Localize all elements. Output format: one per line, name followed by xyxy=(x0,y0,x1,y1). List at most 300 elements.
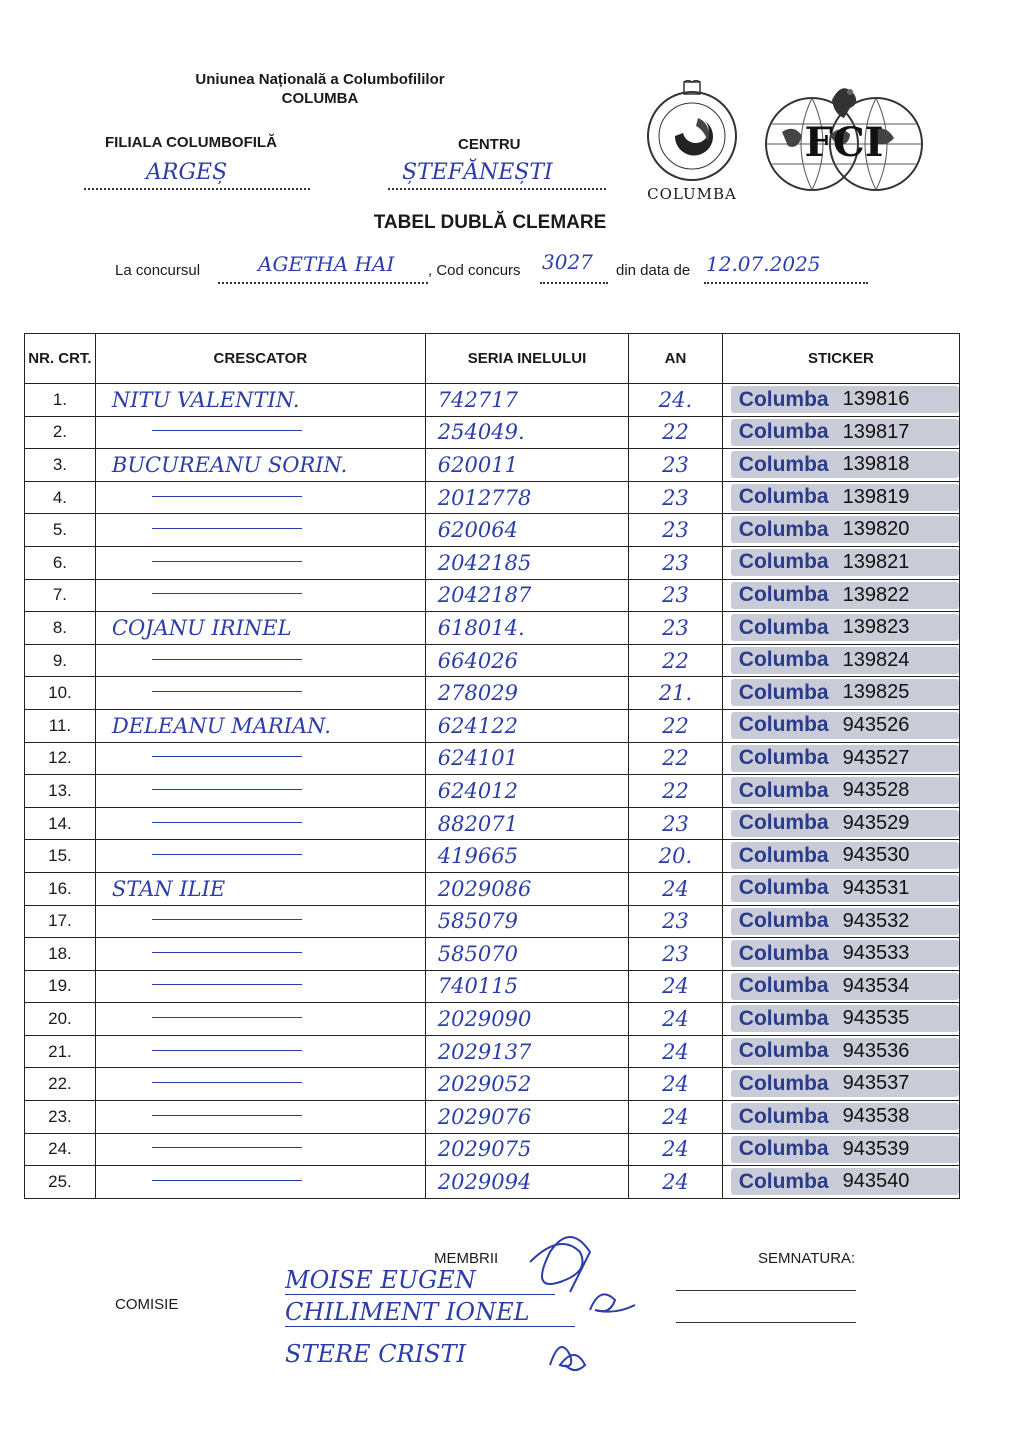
sticker-number: 943535 xyxy=(842,1007,910,1030)
sticker-number: 943531 xyxy=(842,876,910,899)
crescator-cell xyxy=(95,677,425,710)
sticker-number: 943538 xyxy=(842,1105,910,1128)
seria-cell xyxy=(425,807,628,840)
table-row xyxy=(25,449,960,482)
sticker-label xyxy=(731,712,959,739)
centru-value: ȘTEFĂNEȘTI xyxy=(402,160,553,185)
an-cell xyxy=(629,1003,723,1036)
sticker-label xyxy=(731,614,959,641)
nr-cell: 20. xyxy=(25,1003,96,1036)
organization-name xyxy=(150,70,490,108)
table-row xyxy=(25,546,960,579)
sticker-label xyxy=(731,745,959,772)
nr-cell: 21. xyxy=(25,1035,96,1068)
sticker-cell xyxy=(722,514,959,547)
sticker-cell xyxy=(722,905,959,938)
sticker-number: 139818 xyxy=(842,453,910,476)
sticker-brand: Columba xyxy=(738,583,829,607)
sticker-brand: Columba xyxy=(738,1104,829,1128)
sticker-number: 139823 xyxy=(842,616,910,639)
clemare-table xyxy=(24,333,960,1199)
columba-logo-icon xyxy=(640,80,744,184)
crescator-cell xyxy=(95,840,425,873)
seria-value: 2029094 xyxy=(437,1170,532,1195)
ditto-mark xyxy=(152,1180,302,1181)
an-cell xyxy=(629,481,723,514)
sticker-brand: Columba xyxy=(738,843,829,867)
table-row xyxy=(25,840,960,873)
sticker-number: 139822 xyxy=(842,583,910,606)
an-value: 24 xyxy=(662,1072,689,1097)
seria-cell xyxy=(425,579,628,612)
sticker-label xyxy=(731,1168,959,1195)
crescator-cell xyxy=(95,1003,425,1036)
seria-value: 2042187 xyxy=(437,583,532,608)
sticker-label xyxy=(731,973,959,1000)
an-value: 22 xyxy=(662,746,689,771)
seria-value: 624122 xyxy=(437,713,518,738)
sticker-number: 139816 xyxy=(842,388,910,410)
sticker-number: 943527 xyxy=(842,746,910,769)
table-row xyxy=(25,970,960,1003)
filiala-field xyxy=(84,160,310,190)
an-value: 23 xyxy=(662,583,689,608)
crescator-cell xyxy=(95,1166,425,1199)
nr-cell: 14. xyxy=(25,807,96,840)
seria-value: 624101 xyxy=(437,746,518,771)
seria-cell xyxy=(425,481,628,514)
crescator-cell xyxy=(95,1133,425,1166)
centru-label: CENTRU xyxy=(458,136,521,153)
comisie-label: COMISIE xyxy=(115,1296,179,1313)
ditto-mark xyxy=(152,1082,302,1083)
seria-cell xyxy=(425,709,628,742)
ditto-mark xyxy=(152,984,302,985)
sticker-brand: Columba xyxy=(738,517,829,541)
member-1: MOISE EUGEN xyxy=(285,1266,555,1295)
sticker-brand: Columba xyxy=(738,485,829,509)
ditto-mark xyxy=(152,528,302,529)
cod-value: 3027 xyxy=(542,250,593,274)
crescator-cell xyxy=(95,872,425,905)
seria-value: 618014. xyxy=(437,615,525,640)
sticker-brand: Columba xyxy=(738,746,829,770)
sticker-label xyxy=(731,451,959,478)
ditto-mark xyxy=(152,1115,302,1116)
ditto-mark xyxy=(152,1017,302,1018)
ditto-mark xyxy=(152,756,302,757)
table-row xyxy=(25,1133,960,1166)
nr-cell: 1. xyxy=(25,384,96,417)
sticker-cell xyxy=(722,677,959,710)
filiala-label: FILIALA COLUMBOFILĂ xyxy=(105,134,277,151)
crescator-name: STAN ILIE xyxy=(111,876,226,901)
sticker-label xyxy=(731,419,959,446)
an-cell xyxy=(629,970,723,1003)
sticker-cell xyxy=(722,449,959,482)
seria-cell xyxy=(425,872,628,905)
sticker-number: 943539 xyxy=(842,1137,910,1160)
sticker-cell xyxy=(722,1068,959,1101)
sticker-label xyxy=(731,875,959,902)
an-value: 24. xyxy=(658,387,693,412)
table-row xyxy=(25,872,960,905)
table-row xyxy=(25,612,960,645)
nr-cell: 2. xyxy=(25,416,96,449)
sticker-label xyxy=(731,940,959,967)
seria-value: 740115 xyxy=(437,974,518,999)
an-value: 23 xyxy=(662,909,689,934)
seria-cell xyxy=(425,384,628,417)
an-cell xyxy=(629,579,723,612)
crescator-cell xyxy=(95,514,425,547)
sticker-number: 943528 xyxy=(842,779,910,802)
table-row xyxy=(25,1035,960,1068)
table-row xyxy=(25,807,960,840)
an-value: 24 xyxy=(662,876,689,901)
table-row xyxy=(25,1166,960,1199)
sticker-number: 943534 xyxy=(842,974,910,997)
sticker-cell xyxy=(722,1003,959,1036)
sticker-cell xyxy=(722,775,959,808)
contest-field xyxy=(218,252,428,284)
ditto-mark xyxy=(152,822,302,823)
ditto-mark xyxy=(152,691,302,692)
sticker-brand: Columba xyxy=(738,778,829,802)
seria-cell xyxy=(425,612,628,645)
seria-cell xyxy=(425,416,628,449)
seria-value: 2029076 xyxy=(437,1104,532,1129)
ditto-mark xyxy=(152,919,302,920)
an-cell xyxy=(629,905,723,938)
seria-cell xyxy=(425,449,628,482)
an-cell xyxy=(629,644,723,677)
sticker-label xyxy=(731,908,959,935)
sticker-brand: Columba xyxy=(738,1006,829,1030)
sticker-brand: Columba xyxy=(738,1137,829,1161)
crescator-cell xyxy=(95,775,425,808)
contest-value: AGETHA HAI xyxy=(258,252,395,276)
table-row xyxy=(25,938,960,971)
seria-cell xyxy=(425,970,628,1003)
nr-cell: 18. xyxy=(25,938,96,971)
an-value: 23 xyxy=(662,811,689,836)
crescator-name: NITU VALENTIN. xyxy=(111,387,300,412)
nr-cell: 7. xyxy=(25,579,96,612)
nr-cell: 19. xyxy=(25,970,96,1003)
an-cell xyxy=(629,384,723,417)
seria-value: 2012778 xyxy=(437,485,532,510)
sticker-brand: Columba xyxy=(738,615,829,639)
table-row xyxy=(25,416,960,449)
signature-3-icon xyxy=(540,1330,600,1380)
sticker-label xyxy=(731,1103,959,1130)
an-cell xyxy=(629,807,723,840)
an-value: 22 xyxy=(662,420,689,445)
crescator-cell xyxy=(95,481,425,514)
sticker-cell xyxy=(722,742,959,775)
an-cell xyxy=(629,612,723,645)
seria-cell xyxy=(425,1166,628,1199)
ditto-mark xyxy=(152,659,302,660)
table-row xyxy=(25,514,960,547)
ditto-mark xyxy=(152,952,302,953)
an-cell xyxy=(629,1035,723,1068)
sticker-brand: Columba xyxy=(738,550,829,574)
table-row xyxy=(25,644,960,677)
signature-2-icon xyxy=(580,1280,640,1330)
an-cell xyxy=(629,742,723,775)
seria-value: 2029086 xyxy=(437,876,532,901)
an-cell xyxy=(629,1133,723,1166)
an-cell xyxy=(629,709,723,742)
data-label: din data de xyxy=(616,262,691,279)
nr-cell: 23. xyxy=(25,1101,96,1134)
sticker-label xyxy=(731,647,959,674)
nr-cell: 15. xyxy=(25,840,96,873)
header-sticker: STICKER xyxy=(722,334,959,384)
fci-logo-icon xyxy=(760,72,928,202)
sticker-cell xyxy=(722,1101,959,1134)
sticker-brand: Columba xyxy=(738,811,829,835)
sticker-cell xyxy=(722,938,959,971)
seria-value: 2029075 xyxy=(437,1137,532,1162)
header-crescator: CRESCATOR xyxy=(95,334,425,384)
an-cell xyxy=(629,872,723,905)
signature-line-1 xyxy=(676,1290,856,1291)
seria-cell xyxy=(425,938,628,971)
an-value: 24 xyxy=(662,1170,689,1195)
an-value: 24 xyxy=(662,1039,689,1064)
sticker-number: 943530 xyxy=(842,844,910,867)
membrii-label: MEMBRII xyxy=(434,1250,499,1267)
sticker-brand: Columba xyxy=(738,1039,829,1063)
page-title: TABEL DUBLĂ CLEMARE xyxy=(373,212,607,233)
sticker-number: 139825 xyxy=(842,681,910,704)
sticker-brand: Columba xyxy=(738,941,829,965)
seria-value: 664026 xyxy=(437,648,518,673)
seria-value: 419665 xyxy=(437,844,518,869)
an-value: 23 xyxy=(662,485,689,510)
seria-value: 2029137 xyxy=(437,1039,532,1064)
ditto-mark xyxy=(152,496,302,497)
table-header-row xyxy=(25,334,960,384)
an-cell xyxy=(629,449,723,482)
sticker-cell xyxy=(722,384,959,417)
header-an: AN xyxy=(629,334,723,384)
an-cell xyxy=(629,938,723,971)
sticker-label xyxy=(731,386,959,413)
crescator-cell xyxy=(95,709,425,742)
an-value: 23 xyxy=(662,518,689,543)
org-line-2: COLUMBA xyxy=(281,90,359,107)
seria-value: 2029052 xyxy=(437,1072,532,1097)
sticker-label xyxy=(731,484,959,511)
sticker-cell xyxy=(722,840,959,873)
seria-cell xyxy=(425,905,628,938)
an-value: 22 xyxy=(662,648,689,673)
seria-value: 2029090 xyxy=(437,1007,532,1032)
crescator-cell xyxy=(95,807,425,840)
crescator-cell xyxy=(95,1101,425,1134)
seria-value: 620064 xyxy=(437,518,518,543)
sticker-cell xyxy=(722,807,959,840)
sticker-label xyxy=(731,810,959,837)
nr-cell: 8. xyxy=(25,612,96,645)
seria-cell xyxy=(425,1035,628,1068)
ditto-mark xyxy=(152,430,302,431)
nr-cell: 16. xyxy=(25,872,96,905)
filiala-value: ARGEȘ xyxy=(146,160,228,185)
data-field xyxy=(704,252,868,284)
member-3: STERE CRISTI xyxy=(285,1340,467,1368)
sticker-label xyxy=(731,679,959,706)
member-2: CHILIMENT IONEL xyxy=(285,1298,575,1327)
sticker-cell xyxy=(722,579,959,612)
sticker-label xyxy=(731,842,959,869)
columba-logo-text: COLUMBA xyxy=(647,185,737,203)
sticker-label xyxy=(731,549,959,576)
crescator-cell xyxy=(95,938,425,971)
crescator-cell xyxy=(95,384,425,417)
sticker-number: 943540 xyxy=(842,1170,910,1193)
sticker-number: 139819 xyxy=(842,485,910,508)
sticker-label xyxy=(731,516,959,543)
seria-value: 585070 xyxy=(437,941,518,966)
sticker-brand: Columba xyxy=(738,876,829,900)
an-cell xyxy=(629,416,723,449)
table-row xyxy=(25,481,960,514)
seria-cell xyxy=(425,775,628,808)
sticker-number: 943537 xyxy=(842,1072,910,1095)
table-row xyxy=(25,905,960,938)
cod-field xyxy=(540,250,608,284)
sticker-label xyxy=(731,1005,959,1032)
sticker-number: 943536 xyxy=(842,1039,910,1062)
sticker-label xyxy=(731,777,959,804)
nr-cell: 22. xyxy=(25,1068,96,1101)
sticker-brand: Columba xyxy=(738,1071,829,1095)
an-value: 23 xyxy=(662,615,689,640)
nr-cell: 6. xyxy=(25,546,96,579)
seria-cell xyxy=(425,514,628,547)
semnatura-label: SEMNATURA: xyxy=(758,1250,856,1267)
an-value: 22 xyxy=(662,713,689,738)
sticker-cell xyxy=(722,546,959,579)
table-row xyxy=(25,775,960,808)
sticker-cell xyxy=(722,416,959,449)
crescator-cell xyxy=(95,612,425,645)
sticker-cell xyxy=(722,1035,959,1068)
data-value: 12.07.2025 xyxy=(706,252,821,276)
sticker-cell xyxy=(722,970,959,1003)
seria-cell xyxy=(425,644,628,677)
seria-value: 585079 xyxy=(437,909,518,934)
table-row xyxy=(25,709,960,742)
nr-cell: 4. xyxy=(25,481,96,514)
nr-cell: 11. xyxy=(25,709,96,742)
an-value: 24 xyxy=(662,974,689,999)
seria-cell xyxy=(425,546,628,579)
sticker-cell xyxy=(722,1166,959,1199)
sticker-number: 943529 xyxy=(842,811,910,834)
sticker-number: 139824 xyxy=(842,648,910,671)
an-value: 22 xyxy=(662,778,689,803)
an-value: 23 xyxy=(662,550,689,575)
sticker-cell xyxy=(722,1133,959,1166)
seria-cell xyxy=(425,1068,628,1101)
an-cell xyxy=(629,1166,723,1199)
crescator-cell xyxy=(95,644,425,677)
an-value: 24 xyxy=(662,1007,689,1032)
seria-cell xyxy=(425,1133,628,1166)
seria-value: 882071 xyxy=(437,811,518,836)
an-cell xyxy=(629,1068,723,1101)
table-row xyxy=(25,742,960,775)
crescator-name: BUCUREANU SORIN. xyxy=(111,452,348,477)
org-line-1: Uniunea Națională a Columbofililor xyxy=(195,71,445,88)
nr-cell: 13. xyxy=(25,775,96,808)
signature-line-2 xyxy=(676,1322,856,1323)
crescator-name: DELEANU MARIAN. xyxy=(111,713,331,738)
ditto-mark xyxy=(152,561,302,562)
an-cell xyxy=(629,775,723,808)
an-value: 20. xyxy=(658,844,693,869)
nr-cell: 9. xyxy=(25,644,96,677)
crescator-cell xyxy=(95,449,425,482)
sticker-number: 139821 xyxy=(842,550,910,573)
table-row xyxy=(25,1003,960,1036)
sticker-brand: Columba xyxy=(738,713,829,737)
header-seria: SERIA INELULUI xyxy=(425,334,628,384)
seria-value: 254049. xyxy=(437,420,525,445)
seria-value: 2042185 xyxy=(437,550,532,575)
sticker-brand: Columba xyxy=(738,648,829,672)
seria-cell xyxy=(425,840,628,873)
centru-field xyxy=(388,160,606,190)
nr-cell: 17. xyxy=(25,905,96,938)
ditto-mark xyxy=(152,1147,302,1148)
crescator-cell xyxy=(95,579,425,612)
sticker-cell xyxy=(722,644,959,677)
nr-cell: 3. xyxy=(25,449,96,482)
fci-logo-text: FCI xyxy=(804,119,884,166)
seria-cell xyxy=(425,1101,628,1134)
an-value: 23 xyxy=(662,941,689,966)
contest-label: La concursul xyxy=(115,262,201,279)
sticker-brand: Columba xyxy=(738,387,829,411)
nr-cell: 5. xyxy=(25,514,96,547)
sticker-cell xyxy=(722,612,959,645)
nr-cell: 12. xyxy=(25,742,96,775)
sticker-number: 139820 xyxy=(842,518,910,541)
sticker-cell xyxy=(722,481,959,514)
sticker-label xyxy=(731,1136,959,1163)
sticker-cell xyxy=(722,872,959,905)
crescator-cell xyxy=(95,970,425,1003)
nr-cell: 10. xyxy=(25,677,96,710)
crescator-cell xyxy=(95,905,425,938)
an-value: 21. xyxy=(658,681,693,706)
nr-cell: 25. xyxy=(25,1166,96,1199)
seria-value: 624012 xyxy=(437,778,518,803)
sticker-brand: Columba xyxy=(738,680,829,704)
sticker-label xyxy=(731,582,959,609)
ditto-mark xyxy=(152,789,302,790)
table-row xyxy=(25,1068,960,1101)
table-row xyxy=(25,1101,960,1134)
ditto-mark xyxy=(152,854,302,855)
